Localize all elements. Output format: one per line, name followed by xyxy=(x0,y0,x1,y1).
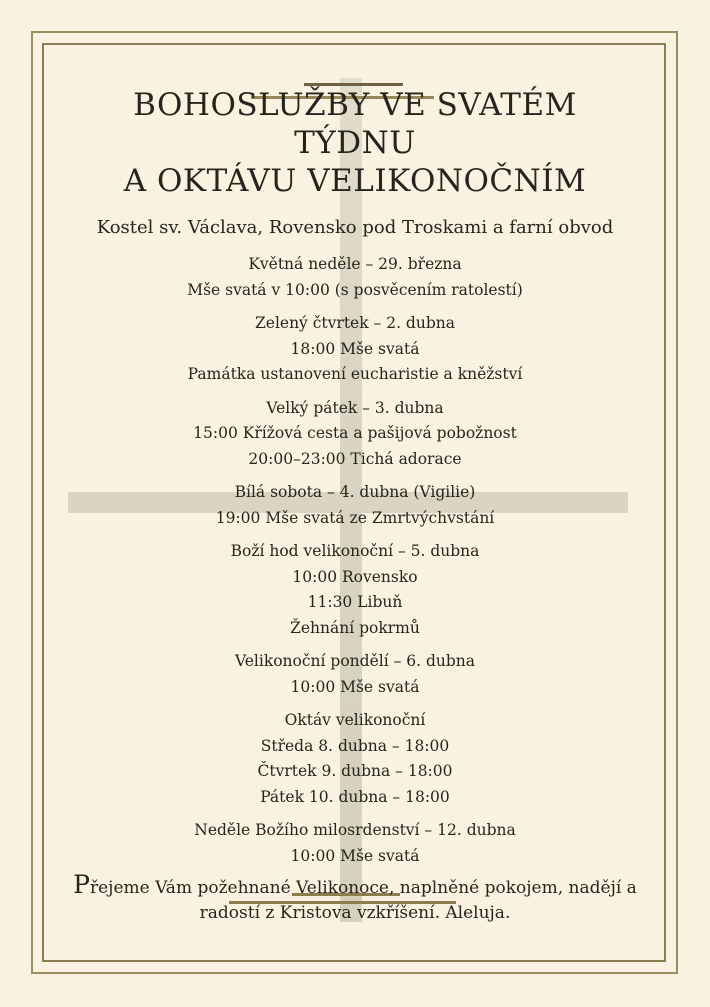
schedule-line: Čtvrtek 9. dubna – 18:00 xyxy=(257,762,453,780)
schedule-line: 10:00 Rovensko xyxy=(292,567,418,586)
schedule-line: Středa 8. dubna – 18:00 xyxy=(260,736,450,755)
title-line-1: BOHOSLUŽBY VE SVATÉM xyxy=(133,87,577,123)
page-title xyxy=(45,86,665,200)
title-line-3: A OKTÁVU VELIKONOČNÍM xyxy=(123,163,587,199)
schedule-block-holy-saturday xyxy=(45,480,665,531)
footer-line-2: radostí z Kristova vzkříšení. Aleluja. xyxy=(199,903,511,923)
schedule-line: Pátek 10. dubna – 18:00 xyxy=(260,787,450,806)
schedule-line: Mše svatá v 10:00 (s posvěcením ratolestí) xyxy=(187,280,523,299)
schedule-line: Památka ustanovení eucharistie a kněžství xyxy=(187,365,523,383)
schedule-block-divine-mercy-sunday xyxy=(45,818,665,869)
page-subtitle: Kostel sv. Václava, Rovensko pod Troskami a farní obvod xyxy=(96,217,614,238)
schedule-block-easter-octave xyxy=(45,708,665,810)
footer-line-1: řejeme Vám požehnané Velikonoce, naplněné pokojem, nadějí a xyxy=(89,878,637,898)
schedule-line: 18:00 Mše svatá xyxy=(290,339,420,358)
schedule-block-palm-sunday xyxy=(45,252,665,303)
title-line-2: TÝDNU xyxy=(294,125,416,161)
schedule-line: 19:00 Mše svatá ze Zmrtvýchvstání xyxy=(215,508,495,527)
schedule-line: 10:00 Mše svatá xyxy=(290,677,420,696)
schedule-line: 11:30 Libuň xyxy=(307,593,403,611)
schedule-line: Bílá sobota – 4. dubna (Vigilie) xyxy=(234,483,476,501)
schedule-block-easter-sunday xyxy=(45,539,665,641)
schedule-line: 20:00–23:00 Tichá adorace xyxy=(248,449,462,468)
schedule-line: 10:00 Mše svatá xyxy=(290,846,420,865)
schedule-line: 15:00 Křížová cesta a pašijová pobožnost xyxy=(193,424,517,442)
schedule-block-easter-monday xyxy=(45,649,665,700)
footer-blessing xyxy=(45,872,665,926)
schedule-line: Květná neděle – 29. března xyxy=(248,255,462,273)
schedule-line: Velikonoční pondělí – 6. dubna xyxy=(234,652,476,670)
schedule-line: Boží hod velikonoční – 5. dubna xyxy=(230,542,480,560)
schedule-line: Zelený čtvrtek – 2. dubna xyxy=(255,314,455,332)
schedule-line: Neděle Božího milosrdenství – 12. dubna xyxy=(194,821,516,839)
schedule-list xyxy=(45,252,665,877)
schedule-block-good-friday xyxy=(45,396,665,473)
schedule-block-maundy-thursday xyxy=(45,311,665,388)
schedule-line: Oktáv velikonoční xyxy=(284,711,426,729)
schedule-line: Velký pátek – 3. dubna xyxy=(266,398,444,417)
schedule-line: Žehnání pokrmů xyxy=(290,618,420,637)
footer-initial-cap: P xyxy=(73,870,90,899)
